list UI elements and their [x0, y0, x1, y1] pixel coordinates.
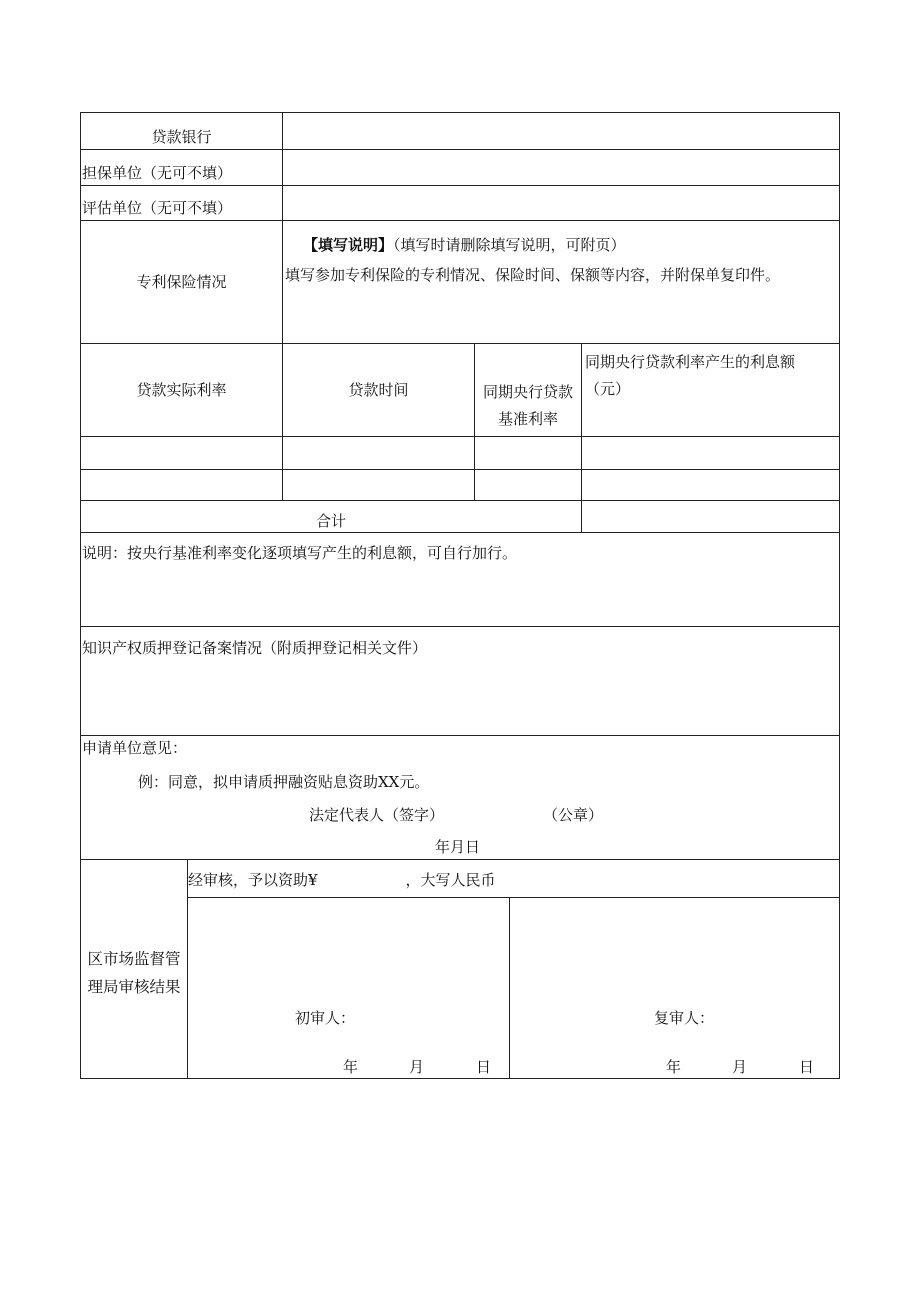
total-field[interactable]	[582, 501, 839, 532]
table-cell[interactable]	[475, 437, 581, 469]
guarantor-field[interactable]	[283, 150, 839, 185]
col-base-rate: 同期央行贷款基准利率	[482, 383, 573, 428]
seal-label: （公章）	[543, 806, 604, 824]
subsidy-application-form	[80, 112, 840, 1079]
row-divider	[81, 859, 839, 860]
col-divider	[509, 897, 510, 1079]
table-cell[interactable]	[283, 470, 474, 500]
table-cell[interactable]	[82, 437, 282, 469]
row-divider	[81, 626, 839, 627]
col-interest: 同期央行贷款利率产生的利息额（元）	[585, 353, 796, 398]
table-cell[interactable]	[82, 470, 282, 500]
second-review-day: 日	[799, 1058, 815, 1076]
col-divider	[187, 859, 188, 1079]
first-review-month: 月	[409, 1058, 425, 1076]
patent-insurance-label: 专利保险情况	[136, 273, 227, 291]
applicant-date: 年月日	[435, 838, 481, 856]
note-text: 说明：按央行基准利率变化逐项填写产生的利息额，可自行加行。	[82, 544, 518, 562]
guarantor-label: 担保单位（无可不填）	[82, 164, 233, 182]
second-reviewer-label: 复审人：	[654, 1009, 715, 1027]
loan-bank-label: 贷款银行	[151, 128, 212, 146]
applicant-title: 申请单位意见：	[82, 739, 188, 757]
row-divider	[81, 532, 839, 533]
second-review-month: 月	[732, 1058, 748, 1076]
evaluator-field[interactable]	[283, 186, 839, 220]
table-cell[interactable]	[582, 437, 839, 469]
first-review-day: 日	[476, 1058, 492, 1076]
second-review-year: 年	[666, 1058, 682, 1076]
row-divider	[81, 735, 839, 736]
grant-prefix: 经审核，予以资助¥	[188, 871, 318, 889]
evaluator-label: 评估单位（无可不填）	[82, 199, 233, 217]
review-label: 区市场监督管理局审核结果	[87, 950, 181, 996]
table-cell[interactable]	[475, 470, 581, 500]
total-label: 合计	[315, 512, 346, 530]
instruction-header	[285, 230, 819, 260]
instruction-title: 【填写说明】	[303, 236, 394, 254]
grant-line	[188, 870, 828, 890]
row-divider	[81, 343, 839, 344]
ip-pledge-text: 知识产权质押登记备案情况（附质押登记相关文件）	[82, 639, 428, 657]
first-reviewer-label: 初审人：	[295, 1009, 356, 1027]
instruction-body: 填写参加专利保险的专利情况、保险时间、保额等内容，并附保单复印件。	[285, 266, 781, 284]
instruction-note: （填写时请删除填写说明，可附页）	[393, 236, 626, 254]
grant-suffix: ，大写人民币	[405, 871, 496, 889]
patent-insurance-field[interactable]	[283, 221, 839, 343]
table-cell[interactable]	[283, 437, 474, 469]
row-divider	[187, 897, 839, 898]
first-review-year: 年	[343, 1058, 359, 1076]
legal-rep-label: 法定代表人（签字）	[309, 806, 445, 824]
col-actual-rate: 贷款实际利率	[136, 381, 227, 399]
col-loan-time: 贷款时间	[348, 381, 409, 399]
applicant-example: 例：同意，拟申请质押融资贴息资助XX元。	[138, 773, 430, 791]
table-cell[interactable]	[582, 470, 839, 500]
loan-bank-field[interactable]	[283, 114, 839, 149]
